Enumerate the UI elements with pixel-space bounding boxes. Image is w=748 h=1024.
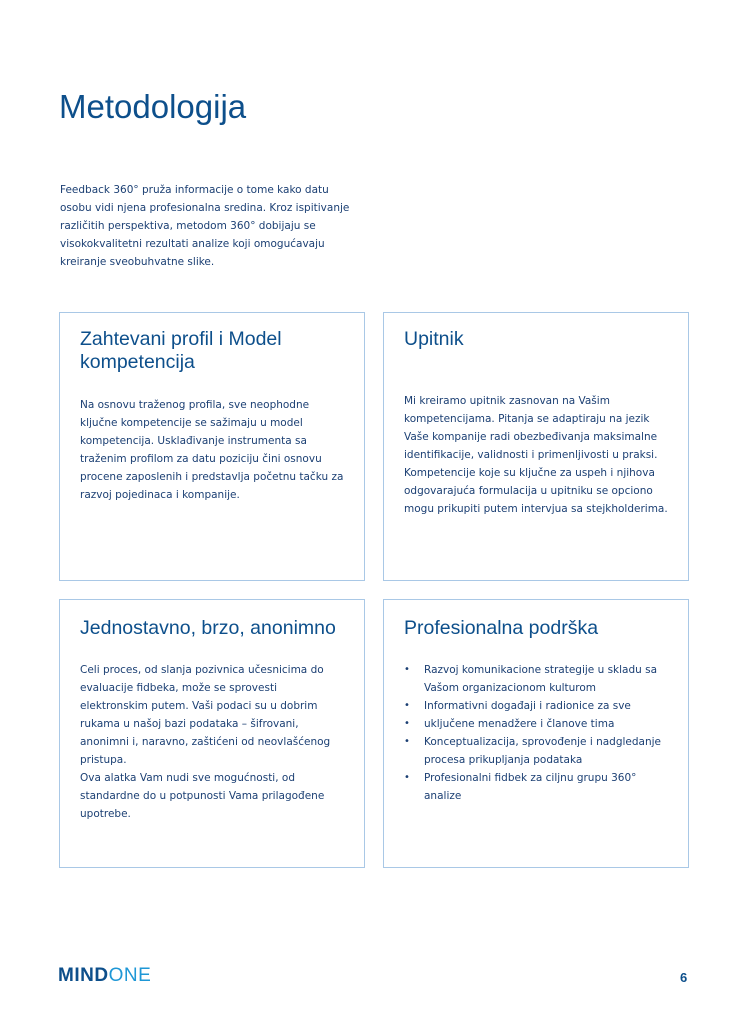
logo-text-mind: MIND (58, 965, 109, 986)
list-item-text: Profesionalni fidbek za ciljnu grupu 360° analize (424, 772, 637, 802)
bullet-icon: • (404, 772, 410, 783)
page-title: Metodologija (59, 88, 247, 125)
bullet-icon: • (404, 664, 410, 675)
list-item-text: Razvoj komunikacione strategije u skladu sa Vašom organizacionom kulturom (424, 664, 658, 694)
bullet-icon: • (404, 736, 410, 747)
card-questionnaire-text: Mi kreiramo upitnik zasnovan na Vašim kompetencijama. Pitanja se adaptiraju na jezik Vaše kompanije radi obezbeđivanja maksimalne identifikacije, validnosti i primenljivosti u praksi. Kompetencije koje su ključne za uspeh i njihova odgovarajuća formulacija u upitniku se opciono mogu prikupiti putem intervjua sa stejkholderima. (404, 395, 668, 515)
card-simple-heading: Jednostavno, brzo, anonimno (80, 617, 336, 639)
bullet-icon: • (404, 700, 410, 711)
list-item-text: Informativni događaji i radionice za sve (424, 700, 631, 712)
list-item (404, 697, 670, 715)
list-item-text: Konceptualizacija, sprovođenje i nadgledanje procesa prikupljanja podataka (424, 736, 662, 766)
list-item (404, 715, 670, 733)
card-simple-text: Celi proces, od slanja pozivnica učesnicima do evaluacije fidbeka, može se sprovesti elektronskim putem. Vaši podaci su u dobrim rukama u našoj bazi podataka – šifrovani, anonimni i, naravno, zaštićeni od neovlašćenog pristupa. (80, 664, 331, 766)
list-item (404, 733, 670, 769)
bullet-icon: • (404, 718, 410, 729)
list-item (404, 661, 670, 697)
card-profile-heading: Zahtevani profil i Model kompetencija (80, 328, 282, 373)
intro-paragraph: Feedback 360° pruža informacije o tome kako datu osobu vidi njena profesionalna sredina. Kroz ispitivanje različitih perspektiva, metodom 360° dobijaju se visokokvalitetni rezultati analize koji omogućavaju kreiranje sveobuhvatne slike. (60, 184, 350, 268)
card-simple (59, 599, 365, 868)
support-bullet-list (404, 661, 670, 805)
card-simple-text-2: Ova alatka Vam nudi sve mogućnosti, od standardne do u potpunosti Vama prilagođene upotrebe. (80, 772, 325, 820)
card-support (383, 599, 689, 868)
logo-text-one: ONE (108, 965, 152, 986)
list-item (404, 769, 670, 805)
mindone-logo (58, 965, 151, 987)
list-item-text: uključene menadžere i članove tima (424, 718, 615, 730)
page-number: 6 (680, 970, 688, 985)
card-questionnaire-heading: Upitnik (404, 328, 464, 350)
card-questionnaire (383, 312, 689, 581)
card-profile-text: Na osnovu traženog profila, sve neophodne ključne kompetencije se sažimaju u model kompetencija. Usklađivanje instrumenta sa traženim profilom za datu poziciju čini osnovu procene zaposlenih i predstavlja početnu tačku za razvoj pojedinaca i kompanije. (80, 399, 344, 501)
card-profile (59, 312, 365, 581)
card-support-heading: Profesionalna podrška (404, 617, 599, 639)
